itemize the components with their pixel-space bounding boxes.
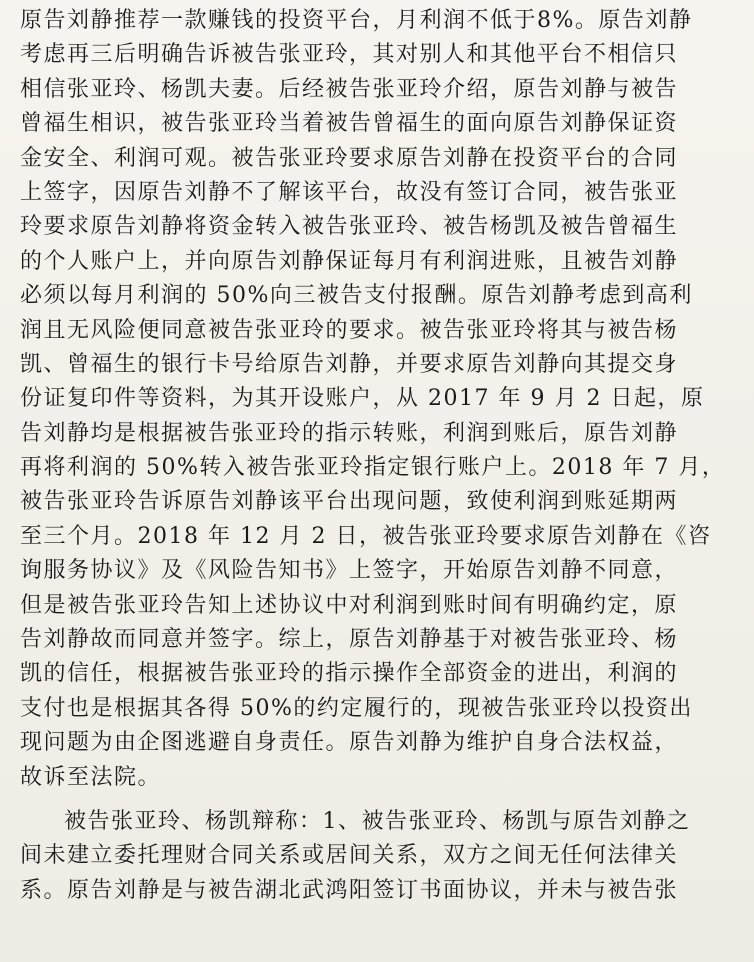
text-line: 原告刘静推荐一款赚钱的投资平台，月利润不低于8%。原告刘静 xyxy=(20,8,693,33)
text-line: 告刘静均是根据被告张亚玲的指示转账，利润到账后，原告刘静 xyxy=(20,420,679,446)
text-line: 玲要求原告刘静将资金转入被告张亚玲、被告杨凯及被告曾福生 xyxy=(20,214,679,240)
paragraph-spacer xyxy=(20,795,738,805)
text-line: 询服务协议》及《风险告知书》上签字，开始原告刘静不同意， xyxy=(20,558,679,584)
text-line: 的个人账户上，并向原告刘静保证每月有利润进账，且被告刘静 xyxy=(20,248,679,274)
text-line: 凯、曾福生的银行卡号给原告刘静，并要求原告刘静向其提交身 xyxy=(20,351,679,377)
paragraph-1 xyxy=(20,4,738,795)
text-line: 被告张亚玲告诉原告刘静该平台出现问题，致使利润到账延期两 xyxy=(20,489,679,515)
text-line: 金安全、利润可观。被告张亚玲要求原告刘静在投资平台的合同 xyxy=(20,145,679,171)
text-line: 考虑再三后明确告诉被告张亚玲，其对别人和其他平台不相信只 xyxy=(20,42,679,68)
text-line: 再将利润的 50%转入被告张亚玲指定银行账户上。2018 年 7 月， xyxy=(20,455,726,481)
text-line: 现问题为由企图逃避自身责任。原告刘静为维护自身合法权益， xyxy=(20,730,679,756)
text-line: 曾福生相识，被告张亚玲当着被告曾福生的面向原告刘静保证资 xyxy=(20,111,679,137)
paragraph-2 xyxy=(20,805,738,908)
text-line: 相信张亚玲、杨凯夫妻。后经被告张亚玲介绍，原告刘静与被告 xyxy=(20,76,679,102)
text-line: 上签字，因原告刘静不了解该平台，故没有签订合同，被告张亚 xyxy=(20,179,679,205)
text-line: 系。原告刘静是与被告湖北武鸿阳签订书面协议，并未与被告张 xyxy=(20,877,679,903)
text-line: 故诉至法院。 xyxy=(20,764,162,790)
text-line: 润且无风险便同意被告张亚玲的要求。被告张亚玲将其与被告杨 xyxy=(20,317,679,343)
text-line: 间未建立委托理财合同关系或居间关系，双方之间无任何法律关 xyxy=(20,843,679,869)
text-line: 被告张亚玲、杨凯辩称：1、被告张亚玲、杨凯与原告刘静之 xyxy=(64,808,691,834)
text-line: 但是被告张亚玲告知上述协议中对利润到账时间有明确约定，原 xyxy=(20,592,679,618)
text-line: 支付也是根据其各得 50%的约定履行的，现被告张亚玲以投资出 xyxy=(20,695,693,721)
text-line: 告刘静故而同意并签字。综上，原告刘静基于对被告张亚玲、杨 xyxy=(20,627,679,653)
text-line: 至三个月。2018 年 12 月 2 日，被告张亚玲要求原告刘静在《咨 xyxy=(20,523,712,549)
text-line: 凯的信任，根据被告张亚玲的指示操作全部资金的进出，利润的 xyxy=(20,661,679,687)
text-line: 必须以每月利润的 50%向三被告支付报酬。原告刘静考虑到高利 xyxy=(20,283,693,309)
text-line: 份证复印件等资料，为其开设账户，从 2017 年 9 月 2 日起，原 xyxy=(20,386,705,412)
document-body xyxy=(20,4,738,908)
